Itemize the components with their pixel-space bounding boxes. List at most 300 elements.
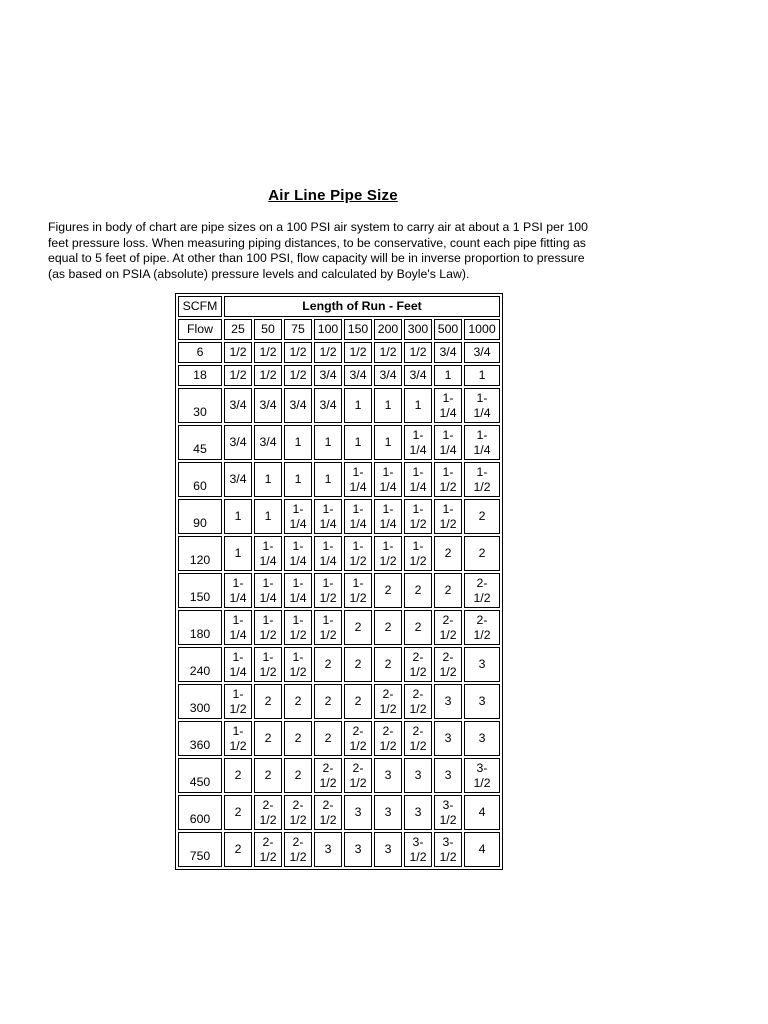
pipe-size-cell: 3/4 [254,425,282,460]
pipe-size-fraction-part: 1/2 [229,701,247,716]
pipe-size-cell [314,758,342,793]
table-row [178,832,500,867]
pipe-size-cell: 3 [434,684,462,719]
pipe-size-cell: 3 [404,758,432,793]
pipe-size-cell [374,462,402,497]
pipe-size-whole-part: 1- [262,538,274,553]
table-row [178,647,500,682]
scfm-value-cell: 120 [178,536,222,571]
pipe-size-whole-part: 1- [382,464,394,479]
pipe-size-cell: 2 [374,647,402,682]
pipe-size-whole-part: 1- [292,649,304,664]
pipe-size-whole-part: 1- [292,538,304,553]
pipe-size-cell: 2 [344,610,372,645]
pipe-size-whole-part: 2- [412,723,424,738]
pipe-size-cell [464,388,500,423]
pipe-size-whole-part: 1- [476,427,488,442]
scfm-value-cell: 450 [178,758,222,793]
pipe-size-fraction-part: 1/2 [259,812,277,827]
pipe-size-fraction-part: 1/2 [473,590,491,605]
pipe-size-whole-part: 1- [382,538,394,553]
pipe-size-cell: 3 [314,832,342,867]
pipe-size-fraction-part: 1/4 [289,553,307,568]
pipe-size-cell [374,721,402,756]
pipe-size-cell: 2 [314,647,342,682]
pipe-size-whole-part: 1- [262,612,274,627]
pipe-size-cell: 2 [284,684,312,719]
pipe-size-fraction-part: 1/2 [229,738,247,753]
pipe-size-cell: 2 [224,832,252,867]
table-header-row [178,296,500,317]
pipe-size-whole-part: 2- [442,612,454,627]
scfm-value-cell: 150 [178,573,222,608]
pipe-size-fraction-part: 1/2 [439,812,457,827]
pipe-size-cell: 3 [344,832,372,867]
pipe-size-cell [344,721,372,756]
pipe-size-cell: 1/2 [404,342,432,363]
pipe-size-whole-part: 2- [476,575,488,590]
length-header-cell: 100 [314,319,342,340]
pipe-size-cell: 3/4 [254,388,282,423]
pipe-size-cell [284,795,312,830]
length-of-run-header: Length of Run - Feet [224,296,500,317]
pipe-size-cell: 1 [224,536,252,571]
pipe-size-cell [254,573,282,608]
table-row [178,388,500,423]
pipe-size-fraction-part: 1/2 [439,664,457,679]
pipe-size-whole-part: 1- [322,538,334,553]
pipe-size-cell [404,684,432,719]
pipe-size-cell: 2 [314,684,342,719]
scfm-value-cell: 18 [178,365,222,386]
length-header-cell: 300 [404,319,432,340]
pipe-size-cell: 3/4 [434,342,462,363]
pipe-size-cell [224,610,252,645]
pipe-size-fraction-part: 1/4 [259,553,277,568]
scfm-value-cell: 750 [178,832,222,867]
scfm-value-cell: 60 [178,462,222,497]
pipe-size-whole-part: 3- [412,834,424,849]
pipe-size-cell: 2 [434,573,462,608]
pipe-size-whole-part: 1- [232,686,244,701]
pipe-size-cell [434,388,462,423]
pipe-size-cell: 2 [464,536,500,571]
pipe-size-fraction-part: 1/2 [379,738,397,753]
pipe-size-cell: 1 [374,388,402,423]
pipe-size-fraction-part: 1/2 [439,627,457,642]
pipe-size-whole-part: 1- [322,612,334,627]
pipe-size-cell: 1/2 [224,342,252,363]
pipe-size-whole-part: 1- [232,723,244,738]
pipe-size-cell: 1/2 [314,342,342,363]
pipe-size-whole-part: 1- [352,538,364,553]
length-header-cell: 75 [284,319,312,340]
pipe-size-fraction-part: 1/2 [259,627,277,642]
pipe-size-cell [224,684,252,719]
pipe-size-whole-part: 1- [232,649,244,664]
pipe-size-whole-part: 3- [442,797,454,812]
pipe-size-cell: 1/2 [284,342,312,363]
pipe-size-cell: 3 [464,647,500,682]
pipe-size-cell: 2 [314,721,342,756]
scfm-value-cell: 300 [178,684,222,719]
pipe-size-fraction-part: 1/4 [259,590,277,605]
pipe-size-fraction-part: 1/2 [409,553,427,568]
length-header-cell: 1000 [464,319,500,340]
pipe-size-cell [434,795,462,830]
pipe-size-whole-part: 1- [292,575,304,590]
pipe-size-whole-part: 2- [412,649,424,664]
pipe-size-whole-part: 2- [322,797,334,812]
pipe-size-cell: 1/2 [284,365,312,386]
pipe-size-cell [254,832,282,867]
pipe-size-cell: 1 [254,462,282,497]
table-row [178,721,500,756]
pipe-size-cell: 2 [254,684,282,719]
pipe-size-fraction-part: 1/2 [439,479,457,494]
pipe-size-cell: 1/2 [254,342,282,363]
pipe-size-fraction-part: 1/2 [349,738,367,753]
pipe-size-cell: 1/2 [344,342,372,363]
pipe-size-fraction-part: 1/2 [289,812,307,827]
pipe-size-cell: 3 [434,758,462,793]
pipe-size-cell: 3 [374,795,402,830]
pipe-size-whole-part: 1- [322,575,334,590]
pipe-size-cell [284,573,312,608]
pipe-size-cell [314,536,342,571]
pipe-size-whole-part: 1- [476,464,488,479]
pipe-size-cell: 2 [464,499,500,534]
pipe-size-fraction-part: 1/2 [409,664,427,679]
pipe-size-cell [314,795,342,830]
pipe-size-whole-part: 1- [442,501,454,516]
pipe-size-cell: 2 [284,721,312,756]
pipe-size-cell: 4 [464,795,500,830]
pipe-size-fraction-part: 1/2 [439,849,457,864]
pipe-size-cell: 2 [434,536,462,571]
pipe-size-cell [404,721,432,756]
pipe-size-whole-part: 2- [476,612,488,627]
pipe-size-fraction-part: 1/2 [289,849,307,864]
pipe-size-cell [404,499,432,534]
pipe-size-whole-part: 1- [262,575,274,590]
length-header-cell: 150 [344,319,372,340]
pipe-size-cell: 2 [404,573,432,608]
pipe-size-cell: 3/4 [314,388,342,423]
pipe-size-cell: 3 [464,721,500,756]
pipe-size-whole-part: 1- [412,538,424,553]
pipe-size-cell: 4 [464,832,500,867]
pipe-size-fraction-part: 1/4 [473,405,491,420]
pipe-size-cell [464,425,500,460]
table-row [178,425,500,460]
pipe-size-cell [464,462,500,497]
pipe-size-cell [404,832,432,867]
table-row [178,573,500,608]
pipe-size-fraction-part: 1/4 [409,442,427,457]
pipe-size-fraction-part: 1/2 [473,479,491,494]
pipe-size-fraction-part: 1/2 [409,516,427,531]
pipe-size-cell [314,499,342,534]
length-header-cell: 500 [434,319,462,340]
pipe-size-fraction-part: 1/2 [259,664,277,679]
pipe-size-fraction-part: 1/2 [319,590,337,605]
pipe-size-whole-part: 3- [476,760,488,775]
scfm-value-cell: 600 [178,795,222,830]
scfm-value-cell: 90 [178,499,222,534]
pipe-size-fraction-part: 1/2 [259,849,277,864]
pipe-size-cell [344,536,372,571]
pipe-size-fraction-part: 1/4 [379,516,397,531]
pipe-size-fraction-part: 1/4 [289,516,307,531]
pipe-size-cell: 2 [254,721,282,756]
pipe-size-cell: 1 [404,388,432,423]
pipe-size-whole-part: 1- [382,501,394,516]
table-row [178,342,500,363]
pipe-size-cell: 3/4 [224,425,252,460]
pipe-size-cell [464,573,500,608]
pipe-size-fraction-part: 1/4 [319,553,337,568]
pipe-size-cell [434,647,462,682]
pipe-size-fraction-part: 1/2 [379,701,397,716]
pipe-size-fraction-part: 1/4 [409,479,427,494]
scfm-header: SCFM [178,296,222,317]
pipe-size-fraction-part: 1/4 [229,627,247,642]
pipe-size-cell [434,610,462,645]
pipe-size-whole-part: 1- [322,501,334,516]
pipe-size-cell [404,647,432,682]
pipe-size-cell: 2 [284,758,312,793]
pipe-size-whole-part: 1- [352,501,364,516]
pipe-size-cell: 2 [374,573,402,608]
pipe-size-cell: 2 [374,610,402,645]
pipe-size-table [175,293,503,870]
pipe-size-cell [224,573,252,608]
pipe-size-fraction-part: 1/2 [349,775,367,790]
pipe-size-cell: 3 [434,721,462,756]
pipe-size-cell [344,462,372,497]
pipe-size-cell [464,758,500,793]
pipe-size-fraction-part: 1/2 [289,627,307,642]
pipe-size-cell [284,536,312,571]
pipe-size-cell: 2 [404,610,432,645]
scfm-value-cell: 30 [178,388,222,423]
pipe-size-cell [434,832,462,867]
pipe-size-cell [284,832,312,867]
pipe-size-cell: 3/4 [224,388,252,423]
pipe-size-whole-part: 2- [382,686,394,701]
pipe-size-fraction-part: 1/2 [409,701,427,716]
pipe-size-cell: 1/2 [224,365,252,386]
pipe-size-cell [314,573,342,608]
pipe-size-fraction-part: 1/2 [409,738,427,753]
pipe-size-whole-part: 1- [442,427,454,442]
pipe-size-whole-part: 2- [412,686,424,701]
pipe-size-cell: 1 [434,365,462,386]
pipe-size-whole-part: 2- [442,649,454,664]
pipe-size-whole-part: 1- [412,464,424,479]
pipe-size-cell [374,684,402,719]
pipe-size-whole-part: 1- [476,390,488,405]
pipe-size-cell [434,499,462,534]
pipe-size-fraction-part: 1/4 [229,590,247,605]
pipe-size-cell: 3/4 [284,388,312,423]
pipe-size-cell [284,499,312,534]
pipe-size-cell: 1 [314,425,342,460]
pipe-size-cell: 2 [224,795,252,830]
pipe-size-whole-part: 2- [292,797,304,812]
length-header-cell: 200 [374,319,402,340]
intro-line: feet pressure loss. When measuring piping distances, to be conservative, count each pipe fitting as [48,235,586,250]
pipe-size-fraction-part: 1/2 [349,553,367,568]
pipe-size-fraction-part: 1/2 [439,516,457,531]
pipe-size-cell: 1/2 [254,365,282,386]
pipe-size-cell: 2 [254,758,282,793]
pipe-size-cell: 1/2 [374,342,402,363]
pipe-size-cell: 1 [284,425,312,460]
table-subheader-row [178,319,500,340]
pipe-size-cell [284,647,312,682]
pipe-size-cell [254,647,282,682]
pipe-size-cell [374,499,402,534]
pipe-size-whole-part: 1- [292,612,304,627]
pipe-size-whole-part: 1- [352,464,364,479]
scfm-value-cell: 45 [178,425,222,460]
pipe-size-cell: 3 [374,758,402,793]
pipe-size-cell [224,721,252,756]
pipe-size-whole-part: 3- [442,834,454,849]
pipe-size-fraction-part: 1/2 [289,664,307,679]
table-row [178,536,500,571]
pipe-size-cell: 3/4 [344,365,372,386]
pipe-size-cell [404,462,432,497]
pipe-size-fraction-part: 1/2 [319,627,337,642]
pipe-size-whole-part: 2- [262,797,274,812]
pipe-size-fraction-part: 1/4 [439,442,457,457]
pipe-size-cell [374,536,402,571]
table-row [178,610,500,645]
pipe-size-fraction-part: 1/2 [319,812,337,827]
intro-line: Figures in body of chart are pipe sizes on a 100 PSI air system to carry air at about a 1 PSI per 100 [48,220,588,234]
intro-line: equal to 5 feet of pipe. At other than 100 PSI, flow capacity will be in inverse proportion to pressure [48,251,585,265]
pipe-size-fraction-part: 1/2 [473,627,491,642]
pipe-size-cell [314,610,342,645]
pipe-size-fraction-part: 1/4 [379,479,397,494]
pipe-size-cell [464,610,500,645]
pipe-size-cell: 1 [284,462,312,497]
pipe-size-cell: 3 [464,684,500,719]
pipe-size-cell [404,425,432,460]
pipe-size-cell: 3/4 [374,365,402,386]
pipe-size-cell [284,610,312,645]
pipe-size-fraction-part: 1/2 [379,553,397,568]
pipe-size-fraction-part: 1/2 [473,775,491,790]
pipe-size-cell: 1 [464,365,500,386]
pipe-size-cell: 3/4 [314,365,342,386]
pipe-size-whole-part: 2- [352,760,364,775]
pipe-size-fraction-part: 1/2 [409,849,427,864]
pipe-size-whole-part: 2- [352,723,364,738]
pipe-size-cell: 2 [224,758,252,793]
pipe-size-cell [344,499,372,534]
table-row [178,462,500,497]
pipe-size-table-body [178,296,500,867]
table-row [178,499,500,534]
pipe-size-whole-part: 1- [442,464,454,479]
pipe-size-cell [434,425,462,460]
pipe-size-whole-part: 1- [412,501,424,516]
pipe-size-cell: 1 [314,462,342,497]
pipe-size-fraction-part: 1/4 [349,479,367,494]
pipe-size-fraction-part: 1/4 [349,516,367,531]
length-header-cell: 25 [224,319,252,340]
scfm-value-cell: 240 [178,647,222,682]
pipe-size-cell: 3 [344,795,372,830]
pipe-size-cell: 1 [254,499,282,534]
pipe-size-cell [344,758,372,793]
pipe-size-cell: 3 [404,795,432,830]
pipe-size-cell: 3 [374,832,402,867]
pipe-size-whole-part: 1- [232,575,244,590]
pipe-size-cell [434,462,462,497]
table-row [178,684,500,719]
pipe-size-whole-part: 1- [352,575,364,590]
pipe-size-cell: 2 [344,684,372,719]
pipe-size-whole-part: 2- [382,723,394,738]
pipe-size-whole-part: 1- [442,390,454,405]
pipe-size-cell: 1 [344,425,372,460]
table-row [178,365,500,386]
pipe-size-whole-part: 1- [262,649,274,664]
pipe-size-whole-part: 1- [292,501,304,516]
pipe-size-cell [224,647,252,682]
pipe-size-cell [254,610,282,645]
pipe-size-whole-part: 1- [232,612,244,627]
pipe-size-cell: 1 [224,499,252,534]
pipe-size-whole-part: 1- [412,427,424,442]
length-header-cell: 50 [254,319,282,340]
page-title: Air Line Pipe Size [268,187,398,204]
pipe-size-fraction-part: 1/4 [319,516,337,531]
pipe-size-whole-part: 2- [322,760,334,775]
pipe-size-cell [404,536,432,571]
pipe-size-fraction-part: 1/4 [473,442,491,457]
scfm-value-cell: 6 [178,342,222,363]
pipe-size-whole-part: 2- [292,834,304,849]
pipe-size-cell: 1 [344,388,372,423]
pipe-size-fraction-part: 1/2 [319,775,337,790]
pipe-size-cell: 2 [344,647,372,682]
pipe-size-cell: 3/4 [464,342,500,363]
flow-header: Flow [178,319,222,340]
pipe-size-cell: 1 [374,425,402,460]
pipe-size-cell [344,573,372,608]
pipe-size-cell [254,536,282,571]
scfm-value-cell: 180 [178,610,222,645]
table-row [178,758,500,793]
pipe-size-whole-part: 2- [262,834,274,849]
pipe-size-cell: 3/4 [224,462,252,497]
pipe-size-fraction-part: 1/4 [229,664,247,679]
pipe-size-fraction-part: 1/4 [439,405,457,420]
pipe-size-fraction-part: 1/2 [349,590,367,605]
intro-paragraph [48,220,628,282]
table-row [178,795,500,830]
pipe-size-fraction-part: 1/4 [289,590,307,605]
intro-line: (as based on PSIA (absolute) pressure levels and calculated by Boyle's Law). [48,266,470,281]
pipe-size-cell [254,795,282,830]
pipe-size-cell: 3/4 [404,365,432,386]
